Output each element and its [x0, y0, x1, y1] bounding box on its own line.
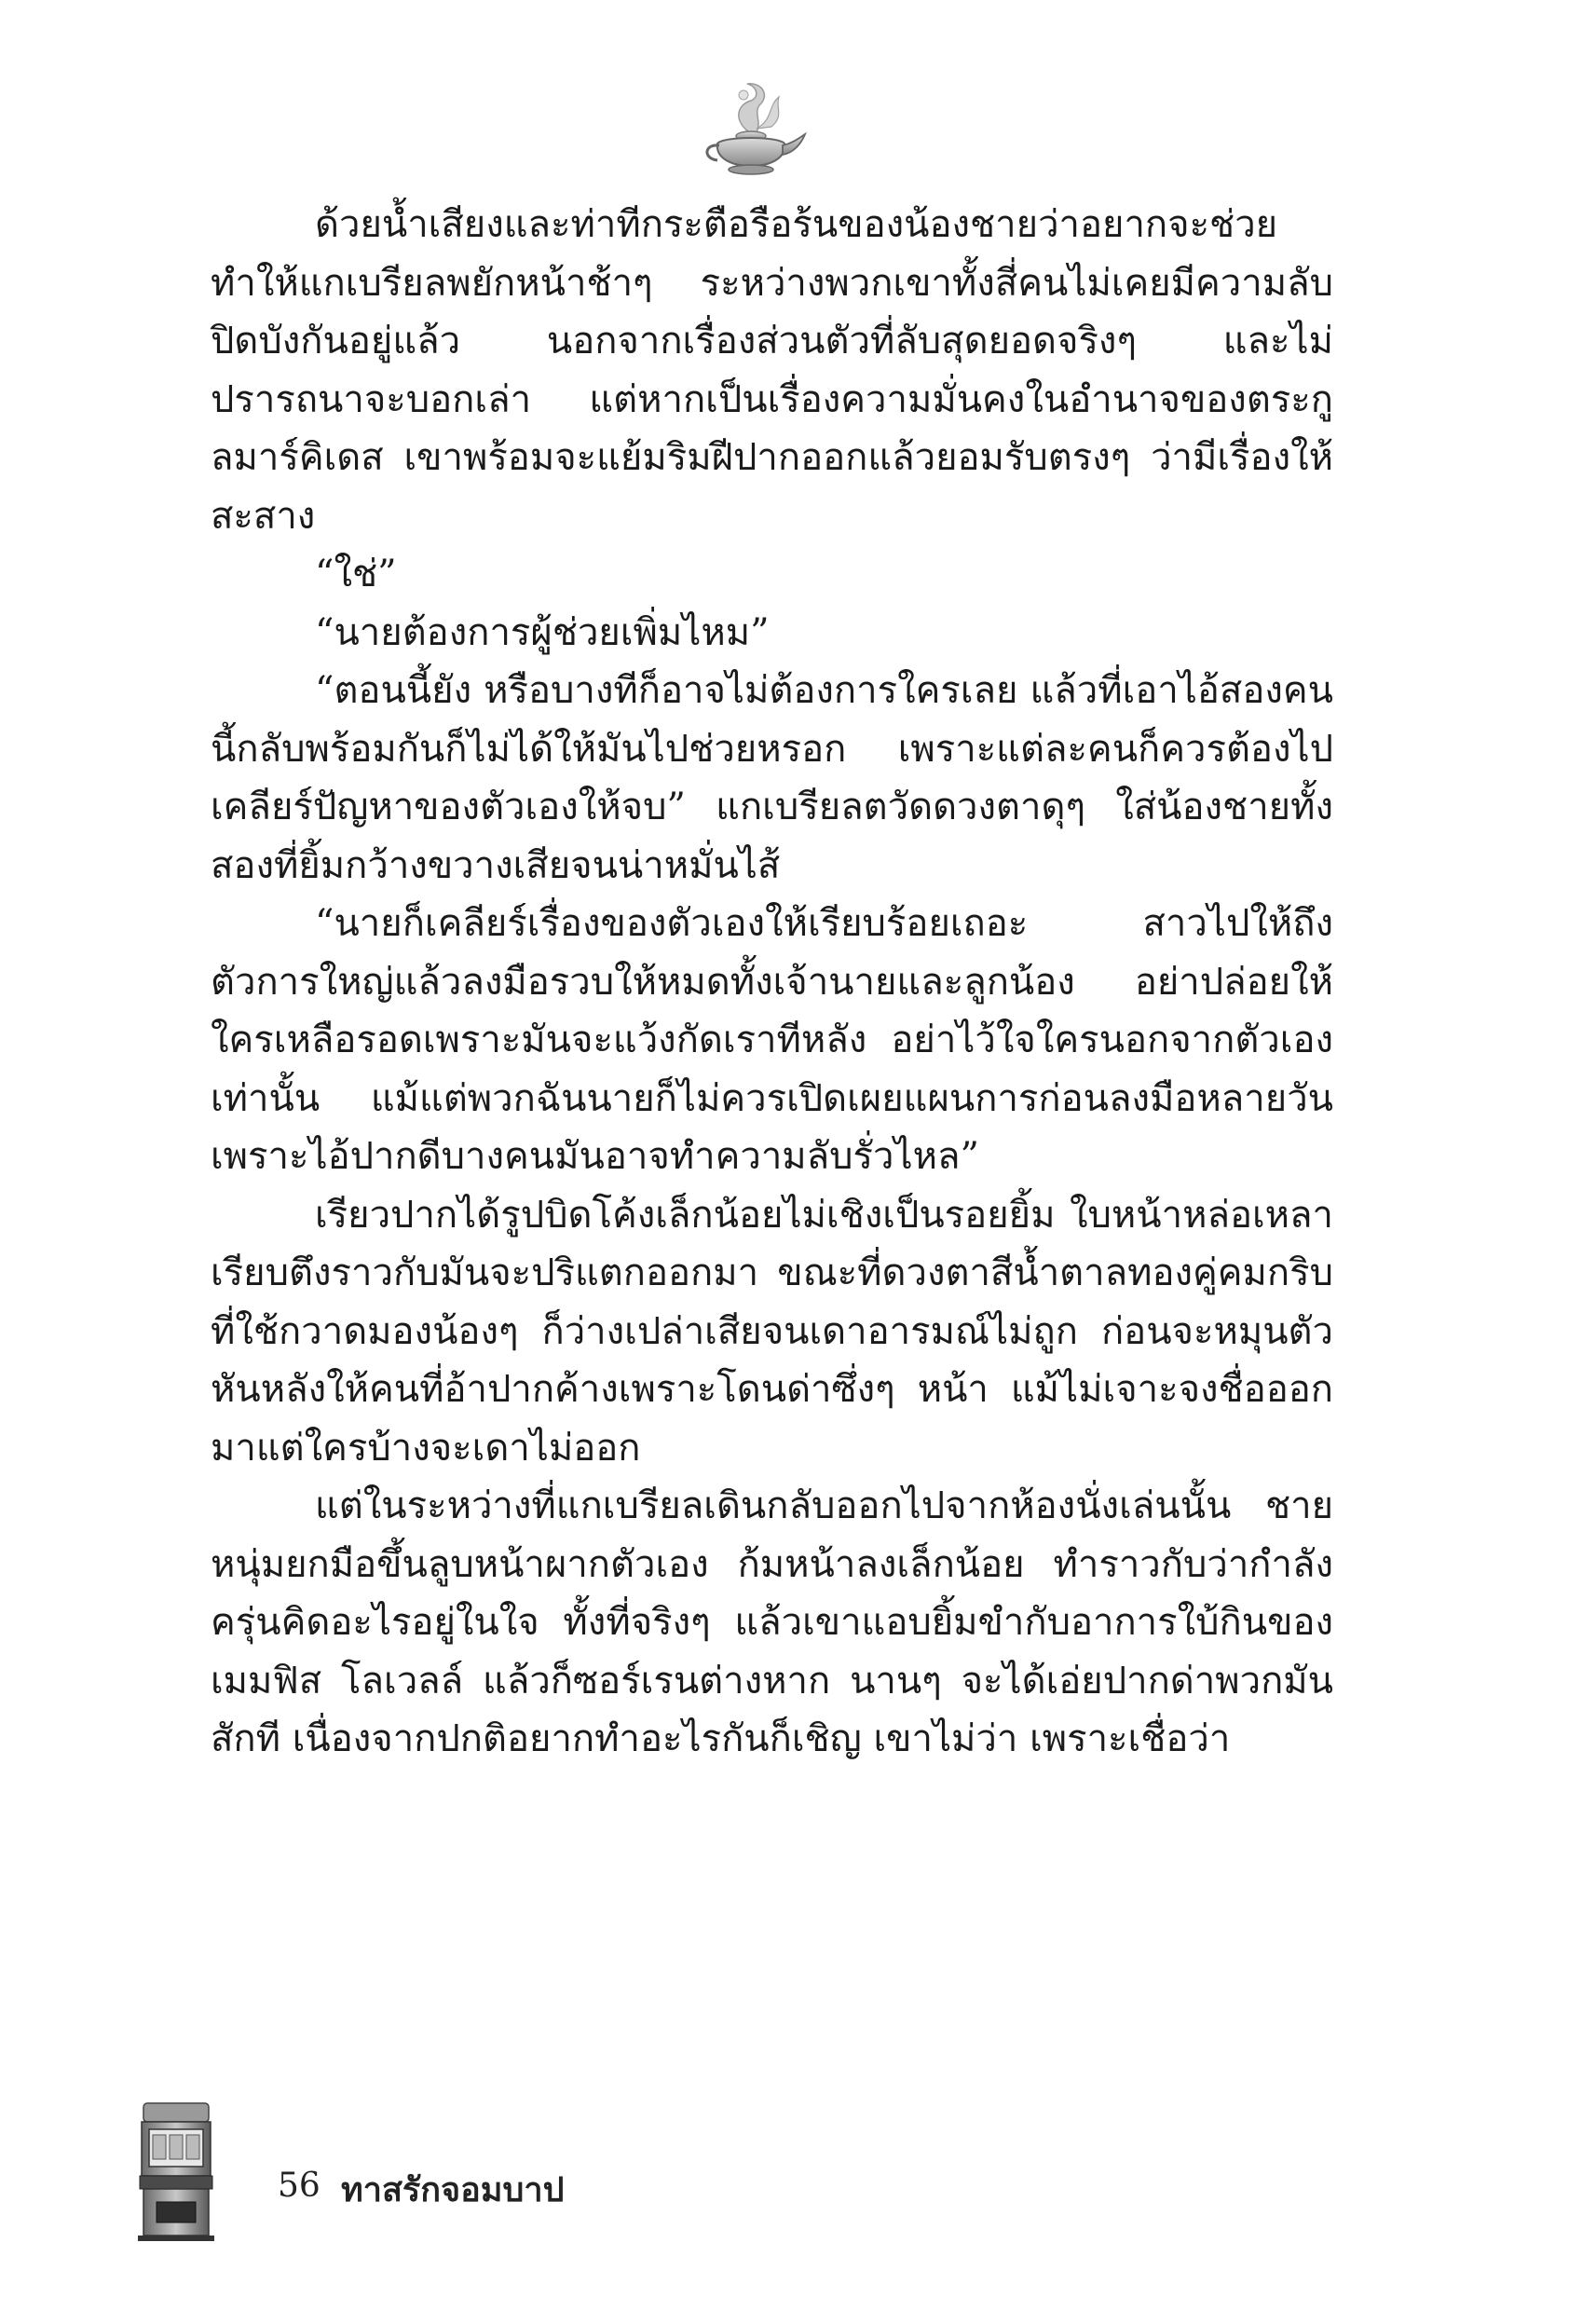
paragraph: แต่ในระหว่างที่แกเบรียลเดินกลับออกไปจากห้องนั่งเล่นนั้น ชายหนุ่มยกมือขึ้นลูบหน้าผากตัวเอง ก้มหน้าลงเล็กน้อย ทำราวกับว่ากำลังครุ่นคิดอะไรอยู่ในใจ ทั้งที่จริงๆ แล้วเขาแอบยิ้มขำกับอาการใบ้กินของเมมฟิส โลเวลล์ แล้วก็ซอร์เรนต่างหาก นานๆ จะได้เอ่ยปากด่าพวกมันสักที เนื่องจากปกติอยากทำอะไรกันก็เชิญ เขาไม่ว่า เพราะเชื่อว่า [211, 1484, 1333, 1760]
slot-machine-icon [138, 2101, 214, 2241]
page-footer [138, 2101, 790, 2241]
paragraph: “ใช่” [315, 553, 397, 595]
page-number: 56 [278, 2167, 321, 2205]
body-text [211, 196, 1333, 1769]
genie-lamp-icon [695, 78, 807, 179]
paragraph: “นายต้องการผู้ช่วยเพิ่มไหม” [315, 610, 770, 654]
book-title: ทาสรักจอมบาป [341, 2171, 565, 2209]
paragraph: ด้วยน้ำเสียงและท่าทีกระตือรือร้นของน้องชายว่าอยากจะช่วย ทำให้แกเบรียลพยักหน้าช้าๆ ระหว่างพวกเขาทั้งสี่คนไม่เคยมีความลับปิดบังกันอยู่แล้ว นอกจากเรื่องส่วนตัวที่ลับสุดยอดจริงๆ และไม่ปรารถนาจะบอกเล่า แต่หากเป็นเรื่องความมั่นคงในอำนาจของตระกูลมาร์คิเดส เขาพร้อมจะแย้มริมฝีปากออกแล้วยอมรับตรงๆ ว่ามีเรื่องให้สะสาง [211, 203, 1333, 538]
paragraph: “นายก็เคลียร์เรื่องของตัวเองให้เรียบร้อยเถอะ สาวไปให้ถึงตัวการใหญ่แล้วลงมือรวบให้หมดทั้งเจ้านายและลูกน้อง อย่าปล่อยให้ใครเหลือรอดเพราะมันจะแว้งกัดเราทีหลัง อย่าไว้ใจใครนอกจากตัวเองเท่านั้น แม้แต่พวกฉันนายก็ไม่ควรเปิดเผยแผนการก่อนลงมือหลายวัน เพราะไอ้ปากดีบางคนมันอาจทำความลับรั่วไหล” [211, 902, 1333, 1178]
paragraph: เรียวปากได้รูปบิดโค้งเล็กน้อยไม่เชิงเป็นรอยยิ้ม ใบหน้าหล่อเหลาเรียบตึงราวกับมันจะปริแตกออกมา ขณะที่ดวงตาสีน้ำตาลทองคู่คมกริบที่ใช้กวาดมองน้องๆ ก็ว่างเปล่าเสียจนเดาอารมณ์ไม่ถูก ก่อนจะหมุนตัวหันหลังให้คนที่อ้าปากค้างเพราะโดนด่าซึ่งๆ หน้า แม้ไม่เจาะจงชื่อออกมาแต่ใครบ้างจะเดาไม่ออก [211, 1193, 1333, 1470]
paragraph: “ตอนนี้ยัง หรือบางทีก็อาจไม่ต้องการใครเลย แล้วที่เอาไอ้สองคนนี้กลับพร้อมกันก็ไม่ได้ให้มันไปช่วยหรอก เพราะแต่ละคนก็ควรต้องไปเคลียร์ปัญหาของตัวเองให้จบ” แกเบรียลตวัดดวงตาดุๆ ใส่น้องชายทั้งสองที่ยิ้มกว้างขวางเสียจนน่าหมั่นไส้ [211, 669, 1333, 887]
